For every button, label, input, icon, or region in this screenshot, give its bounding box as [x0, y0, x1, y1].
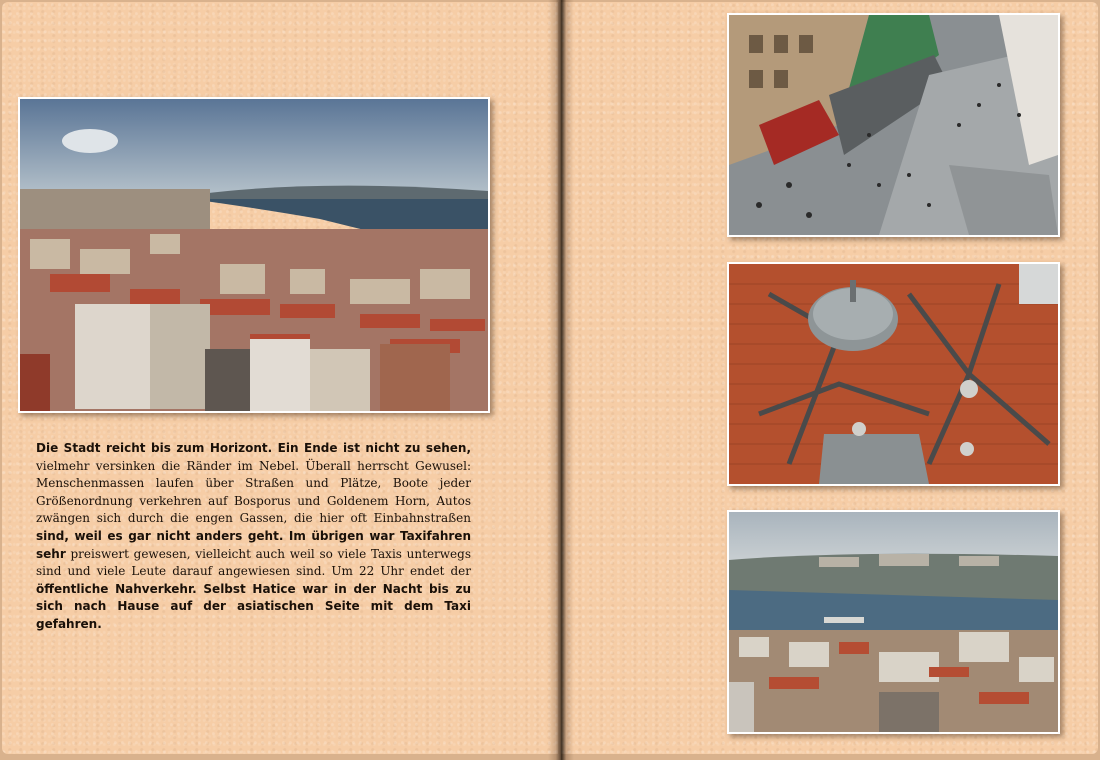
golden-horn-photo	[727, 510, 1060, 734]
paragraph-part-1: Die Stadt reicht bis zum Horizont. Ein Ende ist nicht zu sehen,	[36, 441, 471, 455]
paragraph-part-3: sind, weil es gar nicht anders geht. Im übrigen war Taxifahren sehr	[36, 528, 471, 561]
city-panorama-photo	[18, 97, 490, 413]
story-paragraph	[36, 440, 471, 634]
rooftop-photo	[727, 262, 1060, 486]
paragraph-part-5: öffentliche Nahverkehr. Selbst Hatice war in der Nacht bis zu sich nach Hause auf der asiatischen Seite mit dem Taxi gefahren.	[36, 581, 471, 631]
paragraph-part-2: vielmehr versinken die Ränder im Nebel. Überall herrscht Gewusel: Menschenmassen laufen über Straßen und Plätze, Boote jeder Größenordnung verkehren auf Bosporus und Goldenem Horn, Autos zwängen sich durch die engen Gassen, die hier oft Einbahnstraßen	[36, 458, 471, 526]
paragraph-part-4: preiswert gewesen, vielleicht auch weil so viele Taxis unterwegs sind und viele Leute darauf angewiesen sind. Um 22 Uhr endet der	[36, 546, 471, 579]
street-square-photo	[727, 13, 1060, 237]
book-spine	[548, 0, 574, 760]
